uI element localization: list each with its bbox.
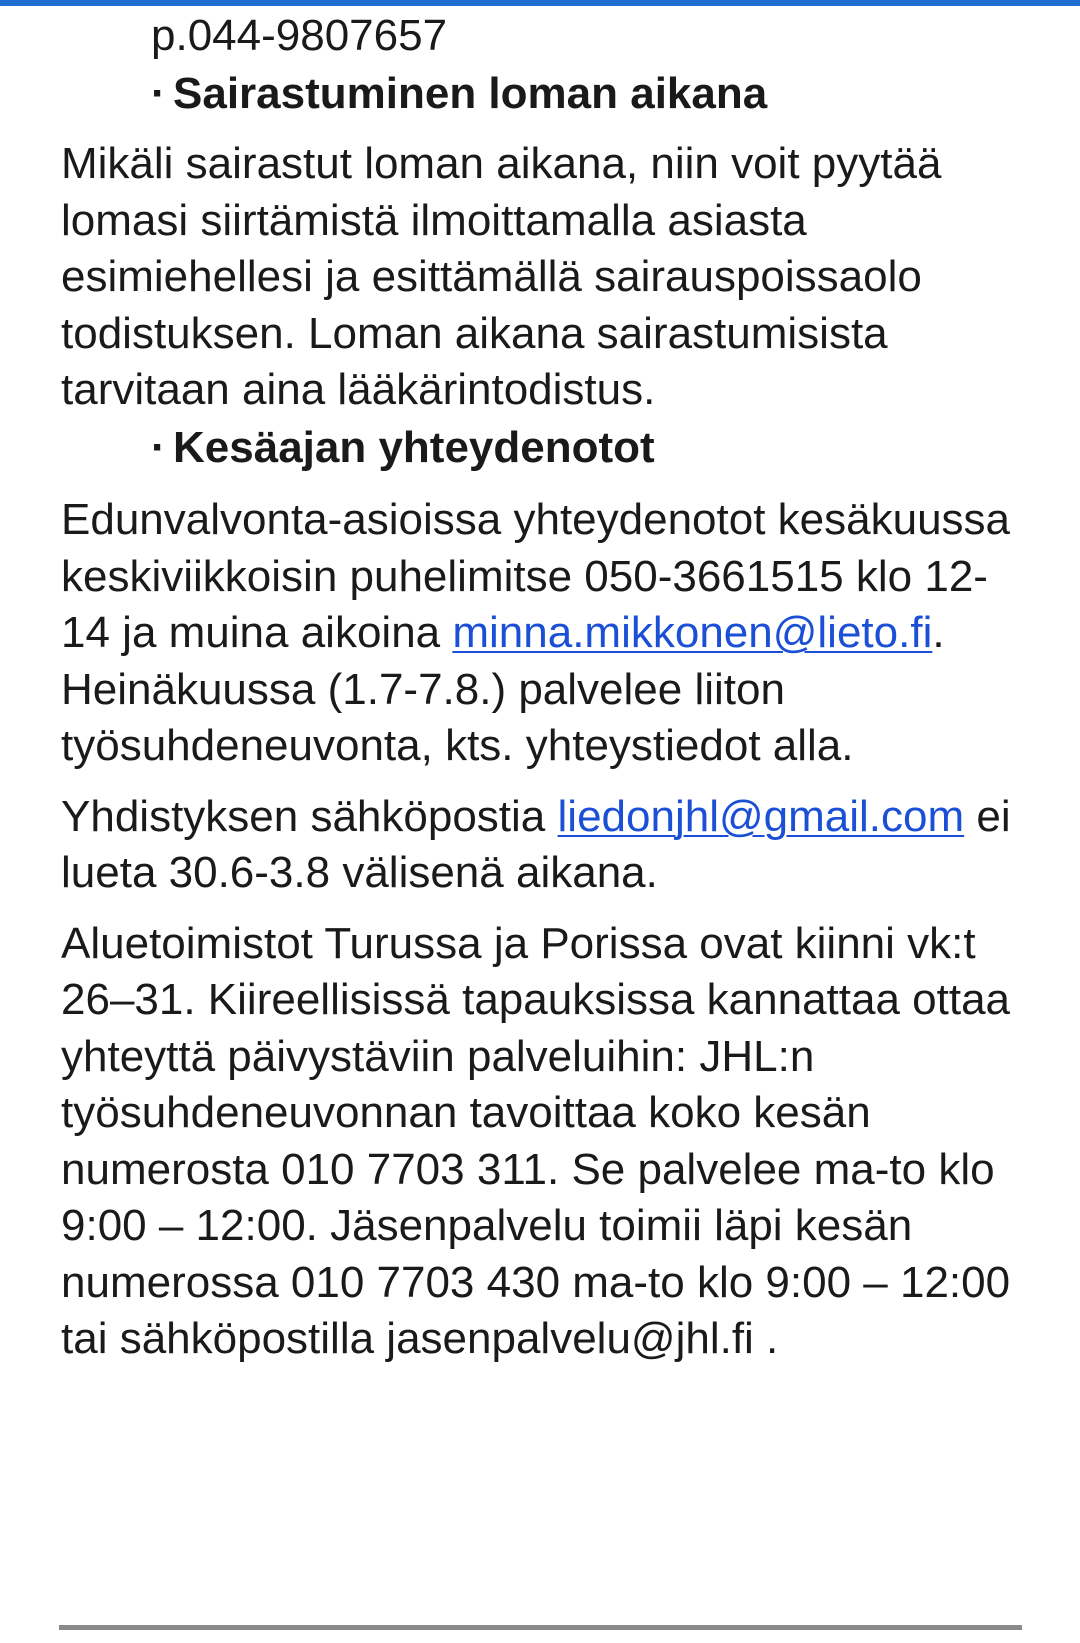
email-link-minna[interactable]: minna.mikkonen@lieto.fi: [452, 608, 933, 657]
paragraph-text: Edunvalvonta-asioissa yhteydenotot kesäkuussa keskiviikkoisin puhelimitse 050-3661515 klo 12-14 ja muina aikoina: [61, 495, 1011, 657]
paragraph-text: Yhdistyksen sähköpostia: [61, 791, 558, 841]
paragraph-advocacy-contacts: [61, 492, 1021, 775]
paragraph-text: ei lueta 30.6-3.8 välisenä aikana.: [61, 791, 1011, 897]
paragraph-regional-offices: Aluetoimistot Turussa ja Porissa ovat kiinni vk:t 26–31. Kiireellisissä tapauksissa kannattaa ottaa yhteyttä päivystäviin palveluihin: JHL:n työsuhdeneuvonnan tavoittaa koko kesän numerosta 010 7703 311. Se palvelee ma-to klo 9:00 – 12:00. Jäsenpalvelu toimii läpi kesän numerossa 010 7703 430 ma-to klo 9:00 – 12:00 tai sähköpostilla jasenpalvelu@jhl.fi .: [61, 918, 1011, 1363]
email-link-liedonjhl[interactable]: liedonjhl@gmail.com: [557, 791, 965, 841]
heading-summer-contacts: [61, 420, 1021, 477]
heading-summer-contacts-text: Kesäajan yhteydenotot: [173, 422, 655, 472]
paragraph-sick-leave: Mikäli sairastut loman aikana, niin voit pyytää lomasi siirtämistä ilmoittamalla asiasta esimiehellesi ja esittämällä sairauspoissaolo todistuksen. Loman aikana sairastumisista tarvitaan aina lääkärintodistus.: [61, 139, 942, 414]
bullet-icon: ·: [151, 68, 166, 118]
heading-sick-leave-text: Sairastuminen loman aikana: [173, 68, 768, 118]
article-content: [61, 8, 1021, 1368]
phone-number: p.044-9807657: [151, 11, 448, 60]
top-accent-bar: [0, 0, 1080, 6]
heading-sick-leave: [61, 66, 1021, 123]
paragraph-text: . Heinäkuussa (1.7-7.8.) palvelee liiton työsuhdeneuvonta, kts. yhteystiedot alla.: [61, 608, 945, 770]
bullet-icon: ·: [151, 422, 166, 472]
bottom-divider: [59, 1625, 1022, 1630]
paragraph-association-email: [61, 789, 1021, 902]
